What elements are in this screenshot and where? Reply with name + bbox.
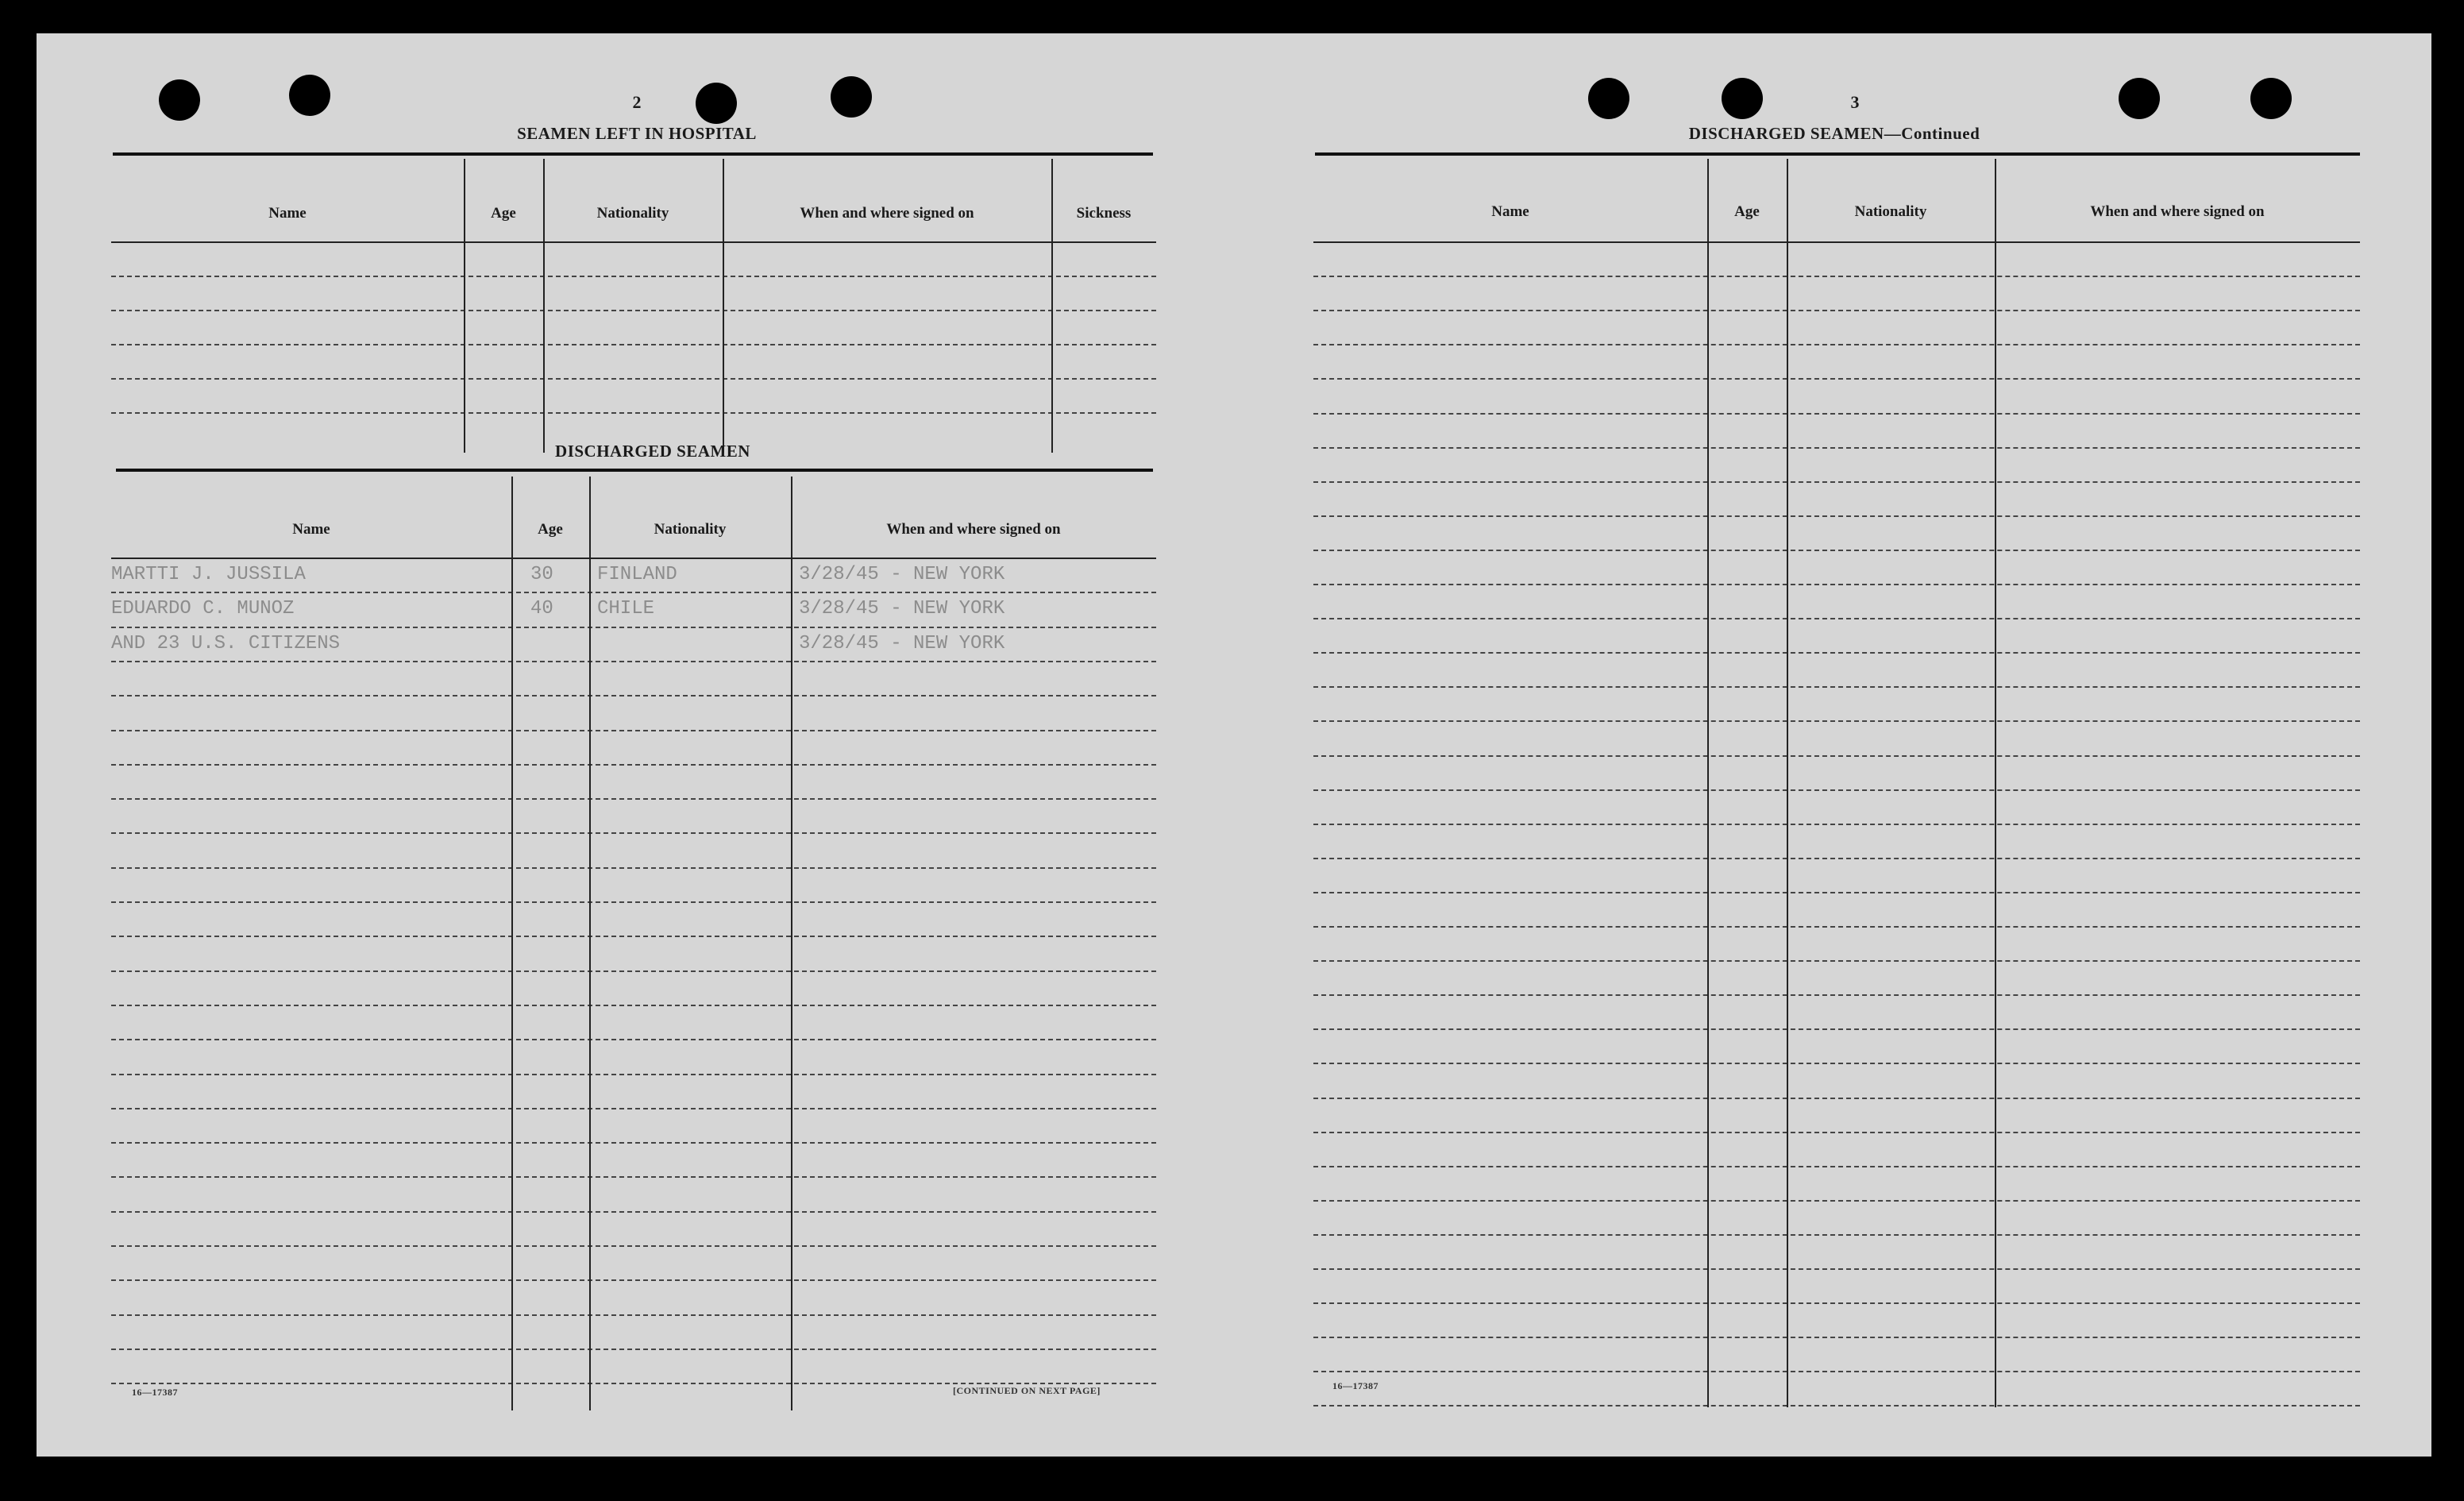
row-rule	[111, 1245, 1156, 1247]
row-rule	[111, 378, 1156, 380]
column-header: Name	[268, 205, 307, 222]
row-rule	[1313, 618, 2360, 619]
row-rule	[111, 1279, 1156, 1281]
row-rule	[111, 1039, 1156, 1040]
column-header: Age	[538, 521, 563, 538]
hospital-table	[111, 159, 1156, 453]
punch-hole	[696, 83, 737, 124]
cell-nationality: CHILE	[597, 598, 655, 620]
row-rule	[1313, 1371, 2360, 1372]
column-header: When and where signed on	[886, 521, 1061, 538]
row-rule	[111, 1108, 1156, 1109]
title-text: DISCHARGED SEAMEN	[1688, 124, 1884, 143]
row-rule	[1313, 276, 2360, 277]
cell-signed-on: 3/28/45 - NEW YORK	[799, 632, 1005, 654]
column-header: When and where signed on	[2090, 203, 2265, 220]
document-paper	[37, 33, 2431, 1457]
column-header: Age	[491, 205, 516, 222]
row-rule	[1313, 1337, 2360, 1338]
column-header: Name	[1491, 203, 1529, 220]
row-rule	[111, 310, 1156, 311]
cell-signed-on: 3/28/45 - NEW YORK	[799, 564, 1005, 585]
punch-hole	[159, 79, 200, 121]
punch-hole	[831, 76, 872, 118]
row-rule	[111, 276, 1156, 277]
row-rule	[1313, 1098, 2360, 1099]
row-rule	[1313, 755, 2360, 757]
cell-signed-on: 3/28/45 - NEW YORK	[799, 598, 1005, 620]
column-divider	[1707, 159, 1709, 1407]
form-number: 16—17387	[132, 1387, 178, 1398]
row-rule	[1313, 858, 2360, 859]
section-title-discharged-continued	[1689, 124, 1980, 144]
column-header: Nationality	[596, 205, 669, 222]
column-header: Age	[1734, 203, 1760, 220]
row-rule	[1313, 344, 2360, 345]
row-rule	[111, 1074, 1156, 1075]
cell-age: 40	[530, 598, 553, 620]
column-header: Nationality	[1854, 203, 1927, 220]
row-rule	[111, 832, 1156, 834]
punch-hole	[1722, 78, 1763, 119]
title-rule	[1315, 152, 2360, 156]
section-title-hospital: SEAMEN LEFT IN HOSPITAL	[517, 124, 757, 143]
punch-hole	[2250, 78, 2292, 119]
row-rule	[1313, 1028, 2360, 1030]
row-rule	[1313, 1302, 2360, 1304]
row-rule	[111, 867, 1156, 869]
column-header: Sickness	[1076, 205, 1132, 222]
form-number: 16—17387	[1332, 1380, 1379, 1391]
row-rule	[1313, 447, 2360, 449]
cell-name: MARTTI J. JUSSILA	[111, 564, 306, 585]
row-rule	[1313, 515, 2360, 517]
row-rule	[111, 798, 1156, 800]
row-rule	[1313, 720, 2360, 722]
row-rule	[1313, 378, 2360, 380]
title-rule	[116, 469, 1153, 472]
table-row	[111, 596, 1156, 625]
cell-nationality: FINLAND	[597, 564, 677, 585]
row-rule	[1313, 1166, 2360, 1167]
row-rule	[111, 1142, 1156, 1144]
punch-hole	[2119, 78, 2160, 119]
column-header: Nationality	[654, 521, 727, 538]
title-suffix: —Continued	[1884, 124, 1980, 143]
column-divider	[723, 159, 724, 453]
row-rule	[1313, 1132, 2360, 1133]
row-rule	[1313, 824, 2360, 825]
cell-age: 30	[530, 564, 553, 585]
row-rule	[111, 901, 1156, 903]
row-rule	[1313, 584, 2360, 585]
page-number: 3	[1850, 92, 1860, 112]
cell-name: EDUARDO C. MUNOZ	[111, 598, 295, 620]
page-number: 2	[632, 92, 642, 112]
section-title-discharged: DISCHARGED SEAMEN	[555, 442, 750, 461]
cell-name: AND 23 U.S. CITIZENS	[111, 632, 341, 654]
column-divider	[543, 159, 545, 453]
row-rule	[1313, 1234, 2360, 1236]
row-rule	[111, 344, 1156, 345]
row-rule	[1313, 892, 2360, 893]
row-rule	[111, 1176, 1156, 1178]
row-rule	[1313, 550, 2360, 551]
row-rule	[111, 970, 1156, 972]
row-rule	[111, 764, 1156, 766]
header-rule	[111, 558, 1156, 559]
column-header: Name	[292, 521, 330, 538]
row-rule	[1313, 1063, 2360, 1064]
row-rule	[1313, 310, 2360, 311]
punch-hole	[1588, 78, 1629, 119]
row-rule	[111, 661, 1156, 662]
row-rule	[1313, 994, 2360, 996]
header-rule	[111, 241, 1156, 243]
row-rule	[111, 627, 1156, 628]
row-rule	[111, 1005, 1156, 1006]
column-divider	[1787, 159, 1788, 1407]
column-divider	[1995, 159, 1996, 1407]
discharged-table	[111, 477, 1156, 1410]
row-rule	[111, 695, 1156, 696]
table-row	[111, 562, 1156, 591]
column-divider	[1051, 159, 1053, 453]
row-rule	[111, 936, 1156, 937]
row-rule	[111, 730, 1156, 731]
row-rule	[111, 1314, 1156, 1316]
row-rule	[111, 1383, 1156, 1384]
row-rule	[111, 1349, 1156, 1350]
header-rule	[1313, 241, 2360, 243]
continued-note: [CONTINUED ON NEXT PAGE]	[953, 1385, 1101, 1396]
row-rule	[1313, 960, 2360, 962]
title-rule	[113, 152, 1153, 156]
row-rule	[1313, 1200, 2360, 1202]
row-rule	[111, 412, 1156, 414]
punch-hole	[289, 75, 330, 116]
column-divider	[464, 159, 465, 453]
discharged-continued-table	[1313, 159, 2360, 1407]
row-rule	[1313, 652, 2360, 654]
row-rule	[1313, 686, 2360, 688]
table-row	[111, 631, 1156, 660]
column-header: When and where signed on	[800, 205, 974, 222]
row-rule	[1313, 481, 2360, 483]
row-rule	[111, 1211, 1156, 1213]
row-rule	[1313, 926, 2360, 928]
row-rule	[1313, 1268, 2360, 1270]
row-rule	[111, 592, 1156, 593]
row-rule	[1313, 789, 2360, 791]
row-rule	[1313, 1405, 2360, 1406]
row-rule	[1313, 413, 2360, 415]
